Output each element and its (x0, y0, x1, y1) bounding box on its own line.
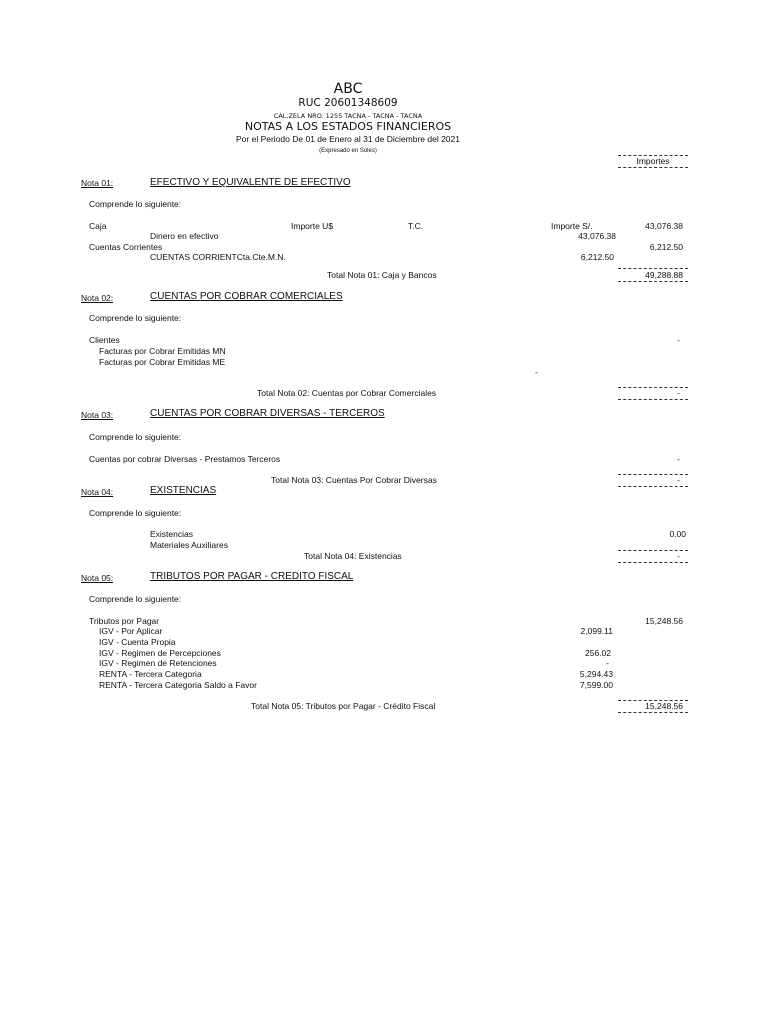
nota-01-total-top-rule (618, 268, 688, 269)
clientes-label: Clientes (89, 335, 120, 345)
facturas-me-label: Facturas por Cobrar Emitidas ME (99, 357, 226, 367)
nota-04-title: EXISTENCIAS (150, 485, 217, 496)
nota-03-title: CUENTAS POR COBRAR DIVERSAS - TERCEROS (150, 408, 385, 419)
nota-02-subtotal-dash: - (535, 367, 538, 377)
cxc-diversas-value: - (677, 454, 680, 464)
nota-02-title: CUENTAS POR COBRAR COMERCIALES (150, 291, 343, 302)
caja-total: 43,076.38 (645, 221, 683, 231)
nota-03-total-value: - (677, 475, 680, 485)
nota-01-title: EFECTIVO Y EQUIVALENTE DE EFECTIVO (150, 177, 351, 188)
tributos-total: 15,248.56 (645, 616, 683, 626)
existencias-label: Existencias (150, 529, 193, 539)
nota-04-total-bottom-rule (618, 562, 688, 563)
nota-03-comprende: Comprende lo siguiente: (89, 432, 182, 442)
page-title: NOTAS A LOS ESTADOS FINANCIEROS (244, 120, 452, 133)
tributos-label: Tributos por Pagar (89, 616, 160, 626)
cuenta-cte-value: 6,212.50 (580, 252, 614, 262)
nota-01-total-label: Total Nota 01: Caja y Bancos (327, 270, 437, 280)
tributo-item-label: RENTA - Tercera Categoria Saldo a Favor (99, 680, 257, 690)
existencias-value: 0.00 (669, 529, 686, 539)
nota-05-total-value: 15,248.56 (645, 701, 683, 711)
clientes-value: - (677, 335, 680, 345)
dinero-label: Dinero en efectivo (150, 231, 219, 241)
nota-04-total-label: Total Nota 04: Existencias (304, 551, 402, 561)
tributo-item-label: IGV - Por Aplicar (99, 626, 163, 636)
tributo-item-value: 256.02 (585, 648, 611, 658)
nota-03-total-label: Total Nota 03: Cuentas Por Cobrar Diversas (271, 475, 437, 485)
tributo-item-label: IGV - Regimen de Percepciones (99, 648, 221, 658)
caja-label: Caja (89, 221, 107, 231)
nota-02-total-label: Total Nota 02: Cuentas por Cobrar Comerciales (257, 388, 437, 398)
nota-03-total-bottom-rule (618, 486, 688, 487)
period-text: Por el Periodo De 01 de Enero al 31 de Diciembre del 2021 (236, 134, 460, 144)
nota-03-label: Nota 03: (81, 410, 114, 420)
importe-usd-header: Importe U$ (291, 221, 334, 231)
nota-05-comprende: Comprende lo siguiente: (89, 594, 182, 604)
facturas-mn-label: Facturas por Cobrar Emitidas MN (99, 346, 226, 356)
nota-01-total-bottom-rule (618, 281, 688, 282)
tributo-item-label: IGV - Regimen de Retenciones (99, 658, 217, 668)
tc-header: T.C. (408, 221, 424, 231)
nota-02-label: Nota 02: (81, 293, 114, 303)
nota-02-total-value: - (677, 388, 680, 398)
nota-01-total-value: 49,288.88 (645, 270, 683, 280)
nota-04-comprende: Comprende lo siguiente: (89, 508, 182, 518)
tributo-item-value: 7,599.00 (579, 680, 613, 690)
nota-05-total-label: Total Nota 05: Tributos por Pagar - Crédito Fiscal (251, 701, 436, 711)
dinero-value: 43,076.38 (578, 231, 616, 241)
nota-04-total-value: - (677, 551, 680, 561)
importes-bottom-rule (618, 167, 688, 168)
cuentas-label: Cuentas Corrientes (89, 242, 163, 252)
tributo-item-label: IGV - Cuenta Propia (99, 637, 176, 647)
nota-01-label: Nota 01: (81, 178, 114, 188)
importes-label: Importes (636, 156, 670, 166)
nota-05-total-bottom-rule (618, 712, 688, 713)
ruc-number: RUC 20601348609 (298, 97, 398, 109)
materiales-label: Materiales Auxiliares (150, 540, 228, 550)
nota-02-total-bottom-rule (618, 399, 688, 400)
tributo-item-value: 5,294.43 (579, 669, 613, 679)
nota-05-label: Nota 05: (81, 573, 114, 583)
nota-02-comprende: Comprende lo siguiente: (89, 313, 182, 323)
cxc-diversas-label: Cuentas por cobrar Diversas - Prestamos Terceros (89, 454, 281, 464)
nota-01-comprende: Comprende lo siguiente: (89, 199, 182, 209)
cuenta-cte-label: CUENTAS CORRIENTCta.Cte.M.N. (150, 252, 286, 262)
currency-note: (Expresado en Soles) (319, 148, 377, 154)
tributo-item-value: - (606, 658, 609, 668)
nota-04-label: Nota 04: (81, 487, 114, 497)
company-address: CAL.ZELA NRO. 1255 TACNA - TACNA - TACNA (273, 112, 423, 120)
cuentas-total: 6,212.50 (649, 242, 683, 252)
nota-05-title: TRIBUTOS POR PAGAR - CREDITO FISCAL (150, 571, 354, 582)
tributo-item-value: 2,099.11 (580, 626, 613, 636)
tributo-item-label: RENTA - Tercera Categoria (99, 669, 202, 679)
importe-sol-header: Importe S/. (551, 221, 593, 231)
company-name: ABC (333, 81, 363, 97)
